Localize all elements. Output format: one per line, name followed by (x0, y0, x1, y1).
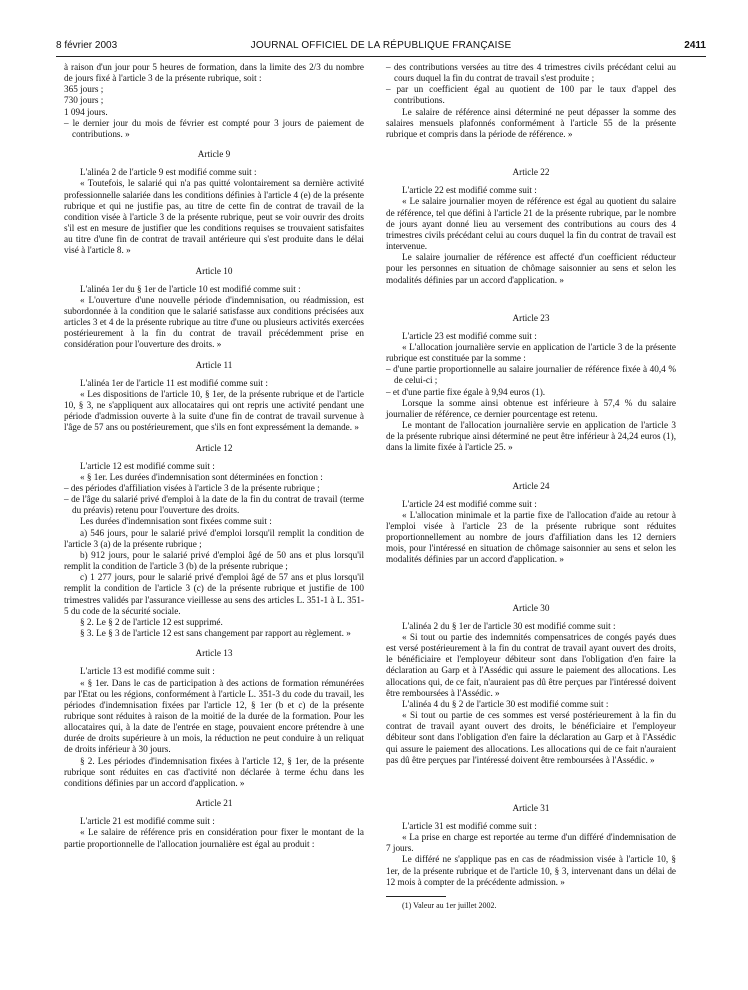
left-column (64, 62, 364, 850)
paragraph: Le salaire de référence ainsi déterminé ne peut dépasser la somme des salaires mensuels plafonnés conformément à l'article 55 de la présente rubrique et compris dans la période de référence. » (386, 106, 676, 139)
paragraph: « Le salaire de référence pris en considération pour fixer le montant de la partie proportionnelle de l'allocation journalière est égal au produit : (64, 827, 364, 849)
list-item: 365 jours ; (64, 84, 104, 95)
article-intro: L'alinéa 1er du § 1er de l'article 10 est modifié comme suit : (80, 283, 301, 294)
paragraph: « Si tout ou partie des indemnités compensatrices de congés payés dues est versé postérieurement à la fin du contrat de travail ayant ouvert des droits, le bénéficiaire et l'employeur débiteur sont dans l'obligation d'en faire la déclaration au Garp et à l'Assédic qui assure le paiement des allocations. Les allocations qui, de ce fait, n'auraient pas dû être perçues par l'intéressé doivent être remboursées à l'Assédic. » (386, 631, 676, 698)
paragraph: Le salaire journalier de référence est affecté d'un coefficient réducteur pour les personnes en situation de chômage saisonnier au sens et selon les modalités définies par un accord d'application. » (386, 252, 676, 285)
page-header (56, 40, 706, 54)
footnote: (1) Valeur au 1er juillet 2002. (402, 900, 497, 910)
article-heading: Article 9 (197, 149, 231, 160)
paragraph: Le différé ne s'applique pas en cas de réadmission visée à l'article 10, § 1er, de la présente rubrique et de l'article 10, § 3, intervenant dans un délai de 12 mois à compter de la précédente admission. » (386, 854, 676, 887)
list-item: – des contributions versées au titre des 4 trimestres civils précédant celui au cours duquel la fin du contrat de travail s'est produite ; (386, 62, 676, 84)
spacer (386, 454, 676, 472)
list-item: 1 094 jours. (64, 106, 108, 117)
paragraph: « L'allocation journalière servie en application de l'article 3 de la présente rubrique est constituée par la somme : (386, 341, 676, 364)
list-item: – et d'une partie fixe égale à 9,94 euros (1). (386, 386, 546, 397)
article-intro: L'alinéa 2 du § 1er de l'article 30 est modifié comme suit : (402, 620, 616, 631)
article-intro: L'article 22 est modifié comme suit : (402, 185, 537, 196)
article-intro: L'article 31 est modifié comme suit : (402, 820, 537, 831)
paragraph: Les durées d'indemnisation sont fixées comme suit : (80, 516, 272, 527)
paragraph: § 3. Le § 3 de l'article 12 est sans changement par rapport au règlement. » (80, 628, 351, 639)
list-item: 730 jours ; (64, 95, 104, 106)
header-date: 8 février 2003 (56, 40, 118, 51)
spacer (386, 286, 676, 304)
article-heading: Article 24 (512, 480, 550, 491)
article-heading: Article 21 (195, 798, 233, 809)
paragraph: à raison d'un jour pour 5 heures de formation, dans la limite des 2/3 du nombre de jours fixé à l'article 3 de la présente rubrique, soit : (64, 62, 364, 84)
paragraph: § 2. Les périodes d'indemnisation fixées à l'article 12, § 1er, de la présente rubrique sont réduites en cas d'activité non déclarée à terme échu dans les conditions définies par un accord d'application. » (64, 755, 364, 788)
paragraph: « Les dispositions de l'article 10, § 1er, de la présente rubrique et de l'article 10, § 3, ne s'appliquent aux allocataires qui ont repris une activité pendant une période d'admission ouverte à la suite d'une fin de contrat de travail survenue à l'âge de 57 ans ou postérieurement, que s'ils en font expressément la demande. » (64, 388, 364, 433)
article-intro: L'article 23 est modifié comme suit : (402, 330, 537, 341)
article-intro: L'article 12 est modifié comme suit : (80, 460, 215, 471)
paragraph: c) 1 277 jours, pour le salarié privé d'emploi âgé de 57 ans et plus lorsqu'il remplit la condition de l'article 3 (c) de la présente rubrique et justifie de 100 trimestres validés par l'assurance vieillesse au sens des articles L. 351-1 à L. 351-5 du code de la sécurité sociale. (64, 572, 364, 616)
paragraph: Lorsque la somme ainsi obtenue est inférieure à 57,4 % du salaire journalier de référence, ce dernier pourcentage est retenu. (386, 397, 676, 419)
article-heading: Article 23 (512, 312, 550, 323)
journal-title: JOURNAL OFFICIEL DE LA RÉPUBLIQUE FRANÇAISE (250, 40, 512, 51)
paragraph: « § 1er. Les durées d'indemnisation sont déterminées en fonction : (80, 471, 323, 482)
paragraph: Le montant de l'allocation journalière servie en application de l'article 3 de la présente rubrique ainsi déterminé ne peut être inférieur à 24,24 euros (1), dans la limite fixée à l'article 25. » (386, 420, 676, 453)
header-rule (56, 56, 706, 57)
page-number: 2411 (684, 40, 706, 51)
article-heading: Article 13 (195, 648, 233, 659)
footnote-rule (386, 896, 446, 897)
list-item: – de l'âge du salarié privé d'emploi à la date de la fin du contrat de travail (terme du préavis) retenu pour l'ouverture des droits. (64, 494, 364, 516)
spacer (386, 766, 676, 794)
paragraph: « Si tout ou partie de ces sommes est versé postérieurement à la fin du contrat de travail ayant ouvert des droits, le bénéficiaire et l'employeur débiteur sont dans l'obligation d'en faire la déclaration au Garp et à l'Assédic qui assure le paiement des allocations. Les allocations qui de ce fait n'auraient pas dû être perçues par l'intéressé doivent être remboursées à l'Assédic. » (386, 710, 676, 765)
paragraph: « L'ouverture d'une nouvelle période d'indemnisation, ou réadmission, est subordonnée à la condition que le salarié satisfasse aux conditions précisées aux articles 3 et 4 de la présente rubrique au titre d'une ou plusieurs activités exercées postérieurement à la fin du contrat de travail précédemment prise en considération pour l'ouverture des droits. » (64, 294, 364, 350)
right-column (386, 62, 676, 911)
article-heading: Article 11 (195, 359, 233, 370)
paragraph: a) 546 jours, pour le salarié privé d'emploi lorsqu'il remplit la condition de l'article 3 (a) de la présente rubrique ; (64, 527, 364, 549)
article-intro: L'alinéa 4 du § 2 de l'article 30 est modifié comme suit : (402, 698, 609, 709)
spacer (386, 566, 676, 594)
paragraph: « § 1er. Dans le cas de participation à des actions de formation rémunérées par l'Etat ou les régions, conformément à l'article L. 351-3 du code du travail, les périodes d'indemnisation fixées par l'article 12, § 1er (b et c) de la présente rubrique sont réduites à raison de la moitié de la durée de la formation. Pour les allocataires qui, à la date de l'entrée en stage, pouvaient encore prétendre à une durée de droits supérieure à un mois, la réduction ne peut conduire à un reliquat de droits inférieur à 30 jours. (64, 677, 364, 755)
article-intro: L'alinéa 2 de l'article 9 est modifié comme suit : (80, 167, 257, 178)
article-heading: Article 10 (195, 265, 233, 276)
article-heading: Article 31 (512, 802, 550, 813)
list-item: – d'une partie proportionnelle au salaire journalier de référence fixée à 40,4 % de celui-ci ; (386, 364, 676, 386)
paragraph: « La prise en charge est reportée au terme d'un différé d'indemnisation de 7 jours. (386, 832, 676, 854)
article-intro: L'article 21 est modifié comme suit : (80, 816, 215, 827)
list-item: – par un coefficient égal au quotient de 100 par le taux d'appel des contributions. (386, 84, 676, 106)
article-intro: L'article 24 est modifié comme suit : (402, 498, 537, 509)
article-heading: Article 22 (512, 167, 550, 178)
spacer (386, 140, 676, 158)
paragraph: § 2. Le § 2 de l'article 12 est supprimé. (80, 616, 223, 627)
article-intro: L'alinéa 1er de l'article 11 est modifié comme suit : (80, 377, 268, 388)
article-heading: Article 12 (195, 442, 233, 453)
list-item: – des périodes d'affiliation visées à l'article 3 de la présente rubrique ; (64, 483, 320, 493)
paragraph: « Le salaire journalier moyen de référence est égal au quotient du salaire de référence, tel que défini à l'article 21 de la présente rubrique, par le nombre de jours ayant donné lieu au versement des contributions au cours des 4 trimestres civils précédant celui au cours duquel la fin du contrat de travail est intervenue. (386, 196, 676, 252)
paragraph: « L'allocation minimale et la partie fixe de l'allocation d'aide au retour à l'emploi visée à l'article 23 de la présente rubrique sont réduites proportionnellement au nombre de jours d'affiliation dans les 12 derniers mois, pour l'intéressé en situation de chômage saisonnier au sens et selon les modalités définies par un accord d'application. » (386, 509, 676, 565)
article-heading: Article 30 (512, 602, 550, 613)
list-item: – le dernier jour du mois de février est compté pour 3 jours de paiement de contributions. » (64, 117, 364, 139)
paragraph: « Toutefois, le salarié qui n'a pas quitté volontairement sa dernière activité professionnelle salariée dans les conditions définies à l'article 4 (e) de la présente rubrique et qui ne justifie pas, au titre de cette fin de contrat de travail de la condition visée à l'article 3 de la présente rubrique, peut se voir ouvrir des droits s'il est en mesure de justifier que les conditions requises se trouvaient satisfaites au titre d'une fin de contrat de travail antérieure qui s'est produite dans le délai visé à l'article 8. » (64, 178, 364, 256)
article-intro: L'article 13 est modifié comme suit : (80, 666, 215, 677)
paragraph: b) 912 jours, pour le salarié privé d'emploi âgé de 50 ans et plus lorsqu'il remplit la condition de l'article 3 (b) de la présente rubrique ; (64, 549, 364, 572)
